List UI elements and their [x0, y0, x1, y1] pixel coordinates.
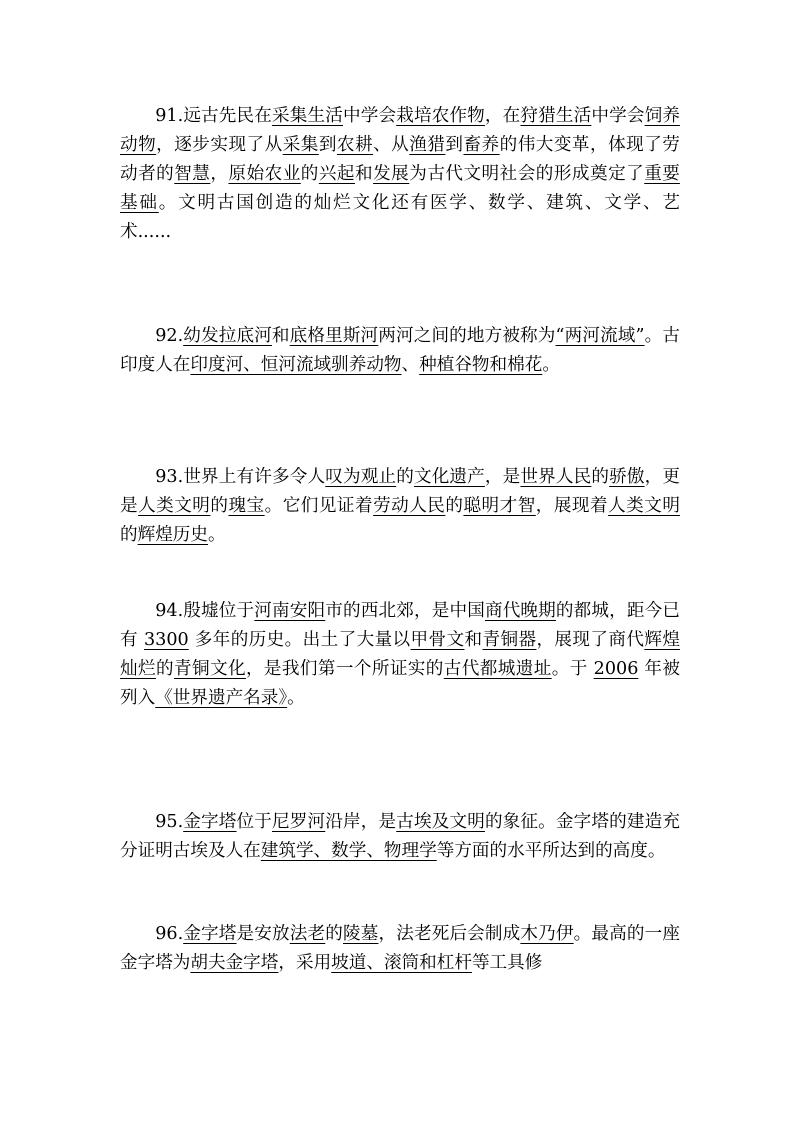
underlined-term: 畜养 [463, 135, 500, 155]
text-segment: 。 [542, 355, 560, 375]
underlined-term: 原始农业 [228, 164, 301, 184]
text-segment: ， [210, 164, 229, 184]
text-segment: 96. [155, 924, 184, 944]
text-segment: ，更是 [120, 467, 680, 516]
text-segment: 的 [210, 496, 229, 516]
underlined-term: 聪明才智 [463, 496, 536, 516]
text-segment: 。古印度人在 [120, 326, 680, 375]
underlined-term: 人类文明 [138, 496, 211, 516]
text-segment: 93.世界上有许多令人 [155, 467, 326, 487]
underlined-term: 坡道、滚筒和杠杆 [331, 953, 472, 973]
text-segment: 、从 [373, 135, 410, 155]
text-segment: 的都城，距今已有 [120, 601, 680, 650]
text-segment: 和 [464, 630, 483, 650]
text-segment: 中学会 [342, 106, 397, 126]
underlined-term: 辉煌灿烂 [120, 630, 680, 679]
underlined-term: 文化遗产 [413, 467, 485, 487]
text-segment: ，是我们第一个所证实的 [245, 659, 444, 679]
text-segment: ，在 [484, 106, 521, 126]
underlined-term: 古埃及文明 [396, 812, 485, 832]
text-segment: 两河之间的地方被称为 [378, 326, 556, 346]
text-segment: ，采用 [278, 953, 332, 973]
text-segment: 的 [155, 659, 174, 679]
underlined-term: 尼罗河 [272, 812, 326, 832]
underlined-term: 金字塔 [183, 924, 237, 944]
text-segment: 多年的历史。出土了大量以 [188, 630, 411, 650]
underlined-term: “两河流域” [555, 326, 645, 346]
underlined-term: 幼发拉底河 [183, 326, 272, 346]
underlined-term: 商代晚期 [484, 601, 556, 621]
underlined-term: 智慧 [174, 164, 211, 184]
underlined-term: 种植谷物和棉花 [419, 355, 543, 375]
underlined-term: 河南安阳 [254, 601, 326, 621]
underlined-term: 采集 [282, 135, 319, 155]
text-segment: 到 [445, 135, 464, 155]
underlined-term: 骄傲 [609, 467, 645, 487]
text-segment: 为古代文明社会的形成奠定了 [409, 164, 645, 184]
paragraph-96 [120, 920, 680, 978]
underlined-term: 底格里斯河 [289, 326, 379, 346]
underlined-term: 饲养动物 [120, 106, 680, 155]
text-segment: 和 [355, 164, 374, 184]
text-segment: 的 [325, 924, 343, 944]
underlined-term: 3300 [143, 630, 189, 650]
underlined-term: 栽培农作物 [396, 106, 485, 126]
text-segment: ，法老死后会制成 [378, 924, 521, 944]
underlined-term: 兴起 [318, 164, 356, 184]
underlined-term: 法老 [289, 924, 326, 944]
text-segment: 位于 [236, 812, 273, 832]
underlined-term: 建筑学、数学、物理学 [260, 841, 437, 861]
underlined-term: 陵墓 [343, 924, 379, 944]
text-segment: 。文明古国创造的灿烂文化还有医学、数学、建筑、文学、艺术...... [120, 193, 680, 242]
underlined-term: 木乃伊 [520, 924, 574, 944]
underlined-term: 《世界遗产名录》 [155, 688, 288, 708]
underlined-term: 2006 [593, 659, 639, 679]
text-segment: 中学会 [591, 106, 645, 126]
paragraph-91 [120, 102, 680, 247]
text-segment: ，是 [484, 467, 521, 487]
underlined-term: 金字塔 [183, 812, 237, 832]
text-segment: ，逐步实现了从 [156, 135, 283, 155]
text-segment: 的 [445, 496, 464, 516]
text-segment: 市的西北郊，是中国 [325, 601, 485, 621]
text-segment: 年被列入 [120, 659, 680, 708]
underlined-term: 劳动人民 [373, 496, 446, 516]
underlined-term: 青铜文化 [173, 659, 246, 679]
text-segment: 沿岸，是 [325, 812, 397, 832]
text-segment: 的 [591, 467, 610, 487]
underlined-term: 农耕 [336, 135, 374, 155]
text-segment: 等工具修 [471, 953, 543, 973]
underlined-term: 叹为观止 [325, 467, 397, 487]
underlined-term: 渔猎 [409, 135, 446, 155]
text-segment: 95. [155, 812, 184, 832]
underlined-term: 辉煌历史 [137, 525, 208, 545]
text-segment: 92. [155, 326, 184, 346]
text-segment: 的 [120, 525, 138, 545]
text-segment: 91.远古先民在 [155, 106, 273, 126]
underlined-term: 狩猎生活 [520, 106, 592, 126]
text-segment: 、 [401, 355, 420, 375]
text-segment: 94.殷墟位于 [155, 601, 255, 621]
underlined-term: 采集生活 [272, 106, 343, 126]
text-segment: 的 [396, 467, 414, 487]
text-segment: 。 [287, 688, 305, 708]
text-segment: 的象征。金字塔的建造充分证明古埃及人在 [120, 812, 680, 861]
text-segment: 和 [271, 326, 290, 346]
underlined-term: 重要基础 [120, 164, 680, 213]
text-segment: 的 [300, 164, 319, 184]
text-segment: ，展现着 [535, 496, 609, 516]
text-segment: 是安放 [236, 924, 290, 944]
paragraph-94 [120, 597, 680, 713]
text-segment: 到 [318, 135, 337, 155]
paragraph-92 [120, 322, 680, 380]
paragraph-93 [120, 463, 680, 550]
text-segment: 。 [208, 525, 226, 545]
underlined-term: 瑰宝 [228, 496, 265, 516]
underlined-term: 人类文明 [608, 496, 680, 516]
text-segment: 。它们见证着 [264, 496, 374, 516]
underlined-term: 青铜器 [482, 630, 537, 650]
underlined-term: 发展 [373, 164, 410, 184]
text-segment: 的伟大变革，体现了劳动者的 [120, 135, 680, 184]
text-segment: 。最高的一座金字塔为 [120, 924, 680, 973]
text-segment: 等方面的水平所达到的高度。 [436, 841, 666, 861]
underlined-term: 甲骨文 [410, 630, 465, 650]
underlined-term: 古代都城遗址 [443, 659, 552, 679]
paragraph-95 [120, 808, 680, 866]
text-segment: ，展现了商代 [536, 630, 645, 650]
underlined-term: 世界人民 [520, 467, 592, 487]
text-segment: 。于 [551, 659, 594, 679]
underlined-term: 胡夫金字塔 [190, 953, 279, 973]
underlined-term: 印度河、恒河流域驯养动物 [190, 355, 402, 375]
